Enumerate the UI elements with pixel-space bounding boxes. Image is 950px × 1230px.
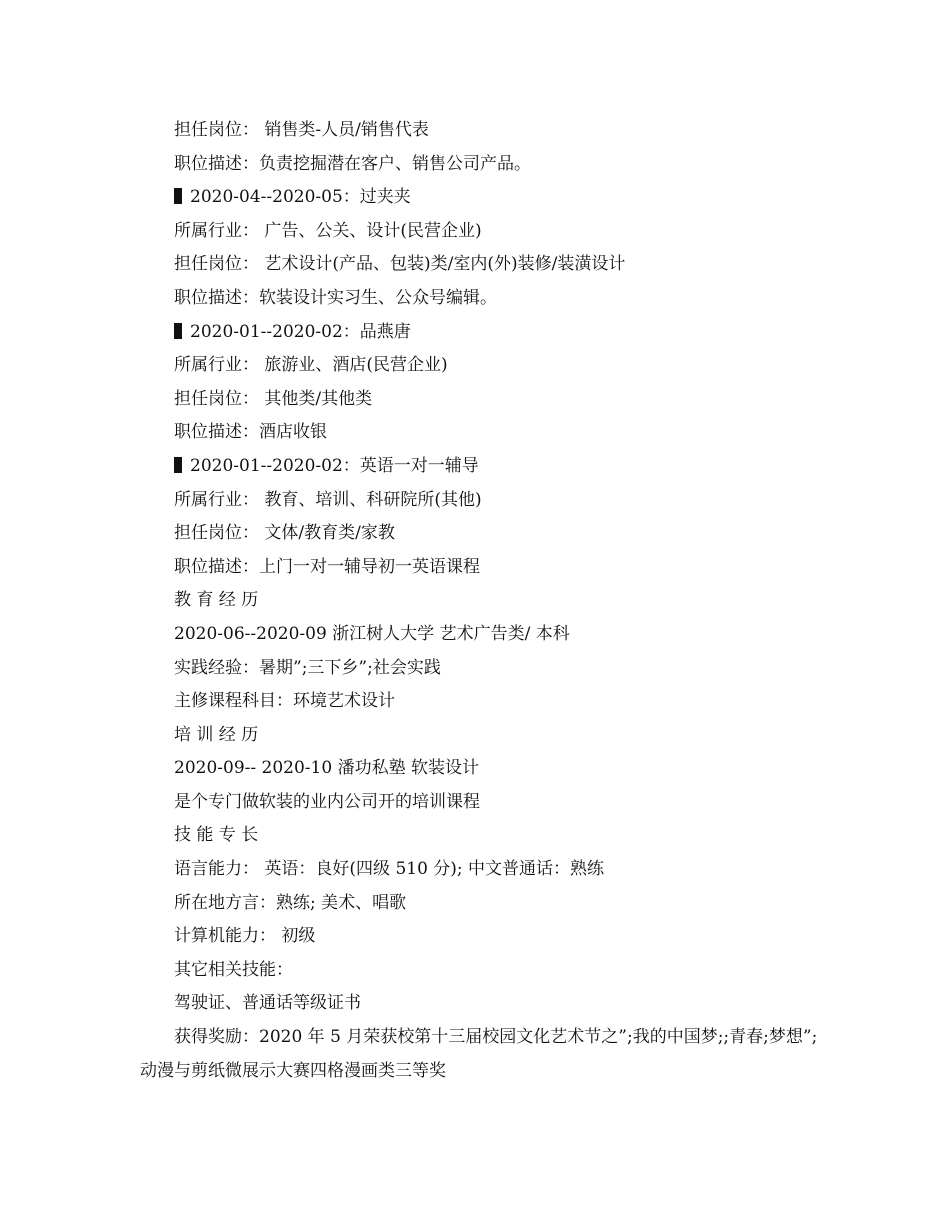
job-entry-heading	[140, 316, 820, 350]
job-entry-label: 2020-01--2020-02：品燕唐	[190, 321, 411, 342]
text-line: 所属行业： 旅游业、酒店(民营企业)	[174, 355, 448, 376]
text-line: 主修课程科目：环境艺术设计	[174, 691, 395, 712]
job-entry-label: 2020-04--2020-05：过夹夹	[190, 187, 411, 208]
text-line: 担任岗位： 文体/教育类/家教	[174, 523, 395, 544]
text-line: 担任岗位： 艺术设计(产品、包装)类/室内(外)装修/装潢设计	[174, 254, 626, 275]
text-line: 担任岗位： 其他类/其他类	[174, 388, 373, 409]
resume-content	[140, 114, 820, 1088]
text-line: 担任岗位： 销售类-人员/销售代表	[174, 120, 429, 140]
job-entry-heading	[140, 181, 820, 215]
text-line: 其它相关技能：	[174, 959, 293, 980]
text-line: 所在地方言：熟练; 美术、唱歌	[174, 892, 407, 913]
text-line: 职位描述：负责挖掘潜在客户、销售公司产品。	[174, 153, 531, 174]
text-line: 2020-09-- 2020-10 潘功私塾 软装设计	[174, 758, 479, 779]
section-heading-education: 教 育 经 历	[174, 590, 259, 611]
text-line: 所属行业： 广告、公关、设计(民营企业)	[174, 220, 482, 241]
text-line: 计算机能力： 初级	[174, 926, 316, 947]
text-line: 语言能力： 英语：良好(四级 510 分); 中文普通话：熟练	[174, 859, 605, 880]
text-line: 驾驶证、普通话等级证书	[174, 993, 361, 1014]
section-heading-training: 培 训 经 历	[174, 724, 259, 745]
section-heading-skills: 技 能 专 长	[174, 825, 259, 846]
bullet-icon	[174, 323, 182, 339]
job-entry-label: 2020-01--2020-02：英语一对一辅导	[190, 455, 479, 476]
job-entry-heading	[140, 450, 820, 484]
awards-paragraph: 获得奖励：2020 年 5 月荣获校第十三届校园文化艺术节之”;我的中国梦;;青春;梦想”;动漫与剪纸微展示大赛四格漫画类三等奖	[140, 1027, 818, 1081]
bullet-icon	[174, 188, 182, 204]
text-line: 实践经验：暑期”;三下乡”;社会实践	[174, 657, 441, 678]
text-line: 职位描述：软装设计实习生、公众号编辑。	[174, 287, 497, 308]
bullet-icon	[174, 457, 182, 473]
text-line: 所属行业： 教育、培训、科研院所(其他)	[174, 489, 482, 510]
text-line: 职位描述：上门一对一辅导初一英语课程	[174, 556, 480, 577]
text-line: 职位描述：酒店收银	[174, 422, 327, 443]
text-line: 是个专门做软装的业内公司开的培训课程	[174, 791, 480, 812]
text-line: 2020-06--2020-09 浙江树人大学 艺术广告类/ 本科	[174, 623, 570, 644]
